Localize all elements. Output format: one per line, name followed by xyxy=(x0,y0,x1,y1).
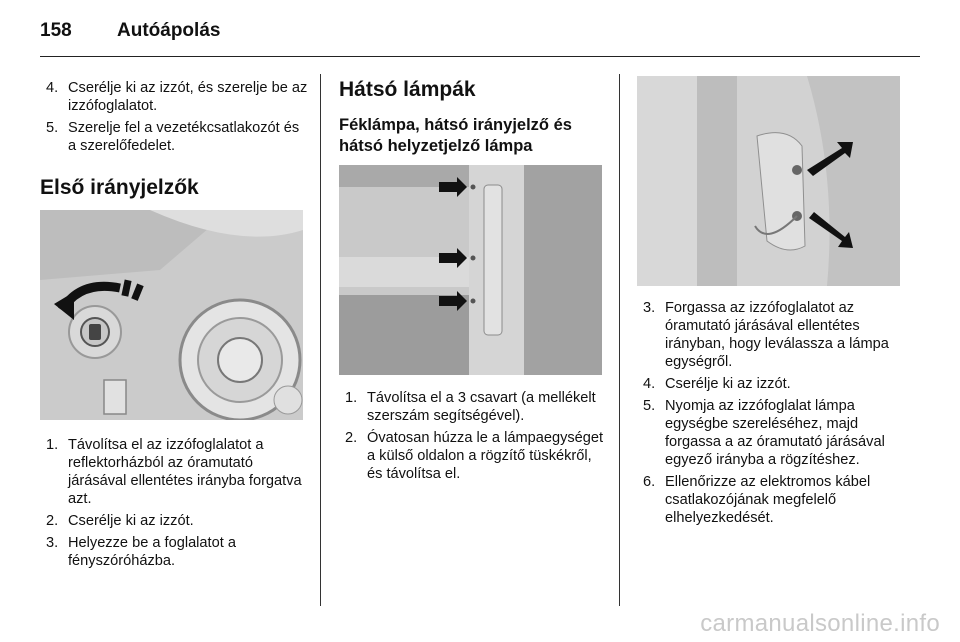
bulb-steps-list xyxy=(641,299,911,531)
list-item xyxy=(641,375,911,393)
column-divider-left xyxy=(320,74,321,606)
step-text: Ellenőrizze az elektromos kábel csatlakozójának megfelelő elhelyezkedését. xyxy=(665,474,871,526)
list-item xyxy=(44,436,308,508)
list-item xyxy=(343,429,609,483)
section-title: Autóápolás xyxy=(117,20,221,41)
step-text: Szerelje fel a vezetékcsatlakozót és a szerelőfedelet. xyxy=(68,120,300,154)
step-number: 2. xyxy=(345,430,358,446)
list-item xyxy=(44,512,308,530)
list-item xyxy=(44,119,308,155)
step-text: Távolítsa el a 3 csavart (a mellékelt szerszám segítségével). xyxy=(367,390,596,424)
step-text: Cserélje ki az izzót, és szerelje be az izzófoglalatot. xyxy=(68,80,308,114)
front-indicators-heading: Első irányjelzők xyxy=(40,176,199,199)
steps-list-top xyxy=(44,79,308,159)
step-text: Forgassa az izzófoglalatot az óramutató járásával ellentétes irányban, hogy leválassza a lámpa egységről. xyxy=(665,300,889,370)
step-number: 2. xyxy=(46,513,59,529)
step-number: 1. xyxy=(46,437,59,453)
rear-lamps-subheading: Féklámpa, hátsó irányjelző és hátsó helyzetjelző lámpa xyxy=(339,116,572,155)
step-text: Nyomja az izzófoglalat lámpa egységbe szereléséhez, majd forgassa a az óramutató járásával egyező irányba a rögzítéshez. xyxy=(665,398,885,468)
step-text: Helyezze be a foglalatot a fényszóróházba. xyxy=(68,535,236,569)
list-item xyxy=(44,79,308,115)
step-number: 3. xyxy=(46,535,59,551)
step-number: 3. xyxy=(643,300,656,316)
step-text: Cserélje ki az izzót. xyxy=(68,513,194,529)
step-number: 5. xyxy=(643,398,656,414)
column-divider-right xyxy=(619,74,620,606)
list-item xyxy=(641,473,911,527)
step-number: 4. xyxy=(46,80,59,96)
list-item xyxy=(343,389,609,425)
bulb-holder-illustration xyxy=(637,76,900,286)
step-text: Óvatosan húzza le a lámpaegységet a külső oldalon a rögzítő tüskékről, és távolítsa el. xyxy=(367,430,604,482)
list-item xyxy=(44,534,308,570)
header-rule xyxy=(40,56,920,57)
step-number: 1. xyxy=(345,390,358,406)
step-number: 6. xyxy=(643,474,656,490)
list-item xyxy=(641,299,911,371)
list-item xyxy=(641,397,911,469)
steps-list-bottom xyxy=(44,436,308,574)
step-number: 4. xyxy=(643,376,656,392)
step-text: Távolítsa el az izzófoglalatot a reflektorházból az óramutató járásával ellentétes irányba forgatva azt. xyxy=(68,437,302,507)
rear-lamps-heading: Hátsó lámpák xyxy=(339,78,476,101)
page-header xyxy=(40,18,920,60)
step-number: 5. xyxy=(46,120,59,136)
front-indicator-illustration xyxy=(40,210,303,420)
page-number: 158 xyxy=(40,20,72,41)
step-text: Cserélje ki az izzót. xyxy=(665,376,791,392)
watermark: carmanualsonline.info xyxy=(700,610,940,637)
rear-lamp-illustration xyxy=(339,165,602,375)
rear-steps-list xyxy=(343,389,609,487)
